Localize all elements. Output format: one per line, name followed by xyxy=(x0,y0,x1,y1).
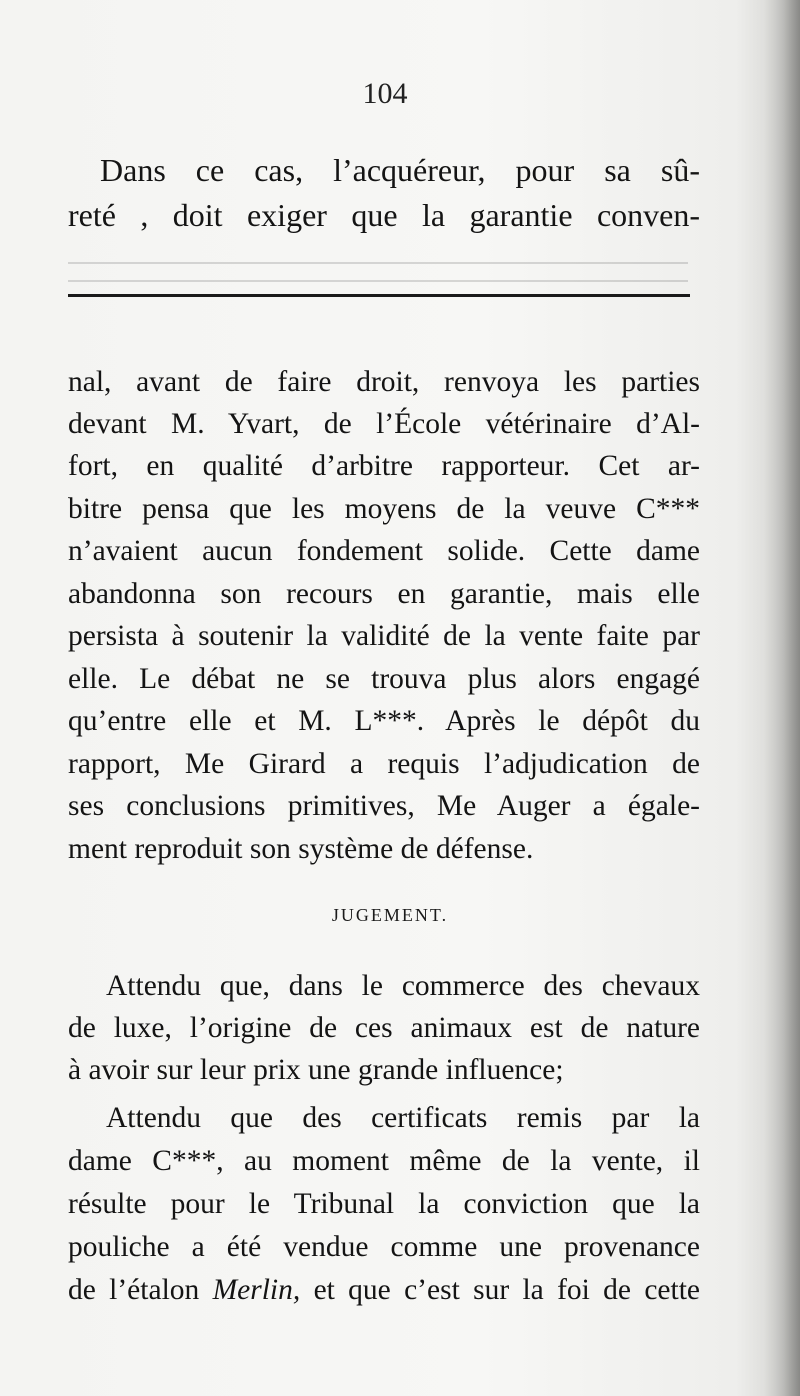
judgment-line-7: pouliche a été vendue comme une provenance xyxy=(68,1231,700,1263)
judgment-line-8 xyxy=(68,1270,700,1310)
footnote-line-6: abandonna son recours en garantie, mais elle xyxy=(68,578,700,610)
judgment-line-1: Attendu que, dans le commerce des chevaux xyxy=(106,970,700,1002)
footnote-line-3: fort, en qualité d’arbitre rapporteur. Cet ar- xyxy=(68,450,700,482)
footnote-line-9: qu’entre elle et M. L***. Après le dépôt du xyxy=(68,705,700,737)
footnote-line-5: n’avaient aucun fondement solide. Cette dame xyxy=(68,535,700,567)
judgment-line-8-end: et que c’est sur la foi de cette xyxy=(300,1274,700,1306)
footnote-line-4: bitre pensa que les moyens de la veuve C*** xyxy=(68,493,700,525)
judgment-line-2: de luxe, l’origine de ces animaux est de nature xyxy=(68,1012,700,1044)
page-edge-shadow xyxy=(764,0,800,1396)
section-heading: JUGEMENT. xyxy=(331,905,449,925)
footnote-line-8: elle. Le débat ne se trouva plus alors engagé xyxy=(68,663,700,695)
main-text-line-1: Dans ce cas, l’acquéreur, pour sa sû- xyxy=(100,152,700,188)
judgment-line-4: Attendu que des certificats remis par la xyxy=(106,1102,700,1134)
footnote-line-2: devant M. Yvart, de l’École vétérinaire d’Al- xyxy=(68,408,700,440)
show-through-line xyxy=(68,262,688,264)
footnote-line-7: persista à soutenir la validité de la vente faite par xyxy=(68,620,700,652)
main-text-line-2: reté , doit exiger que la garantie conven- xyxy=(68,197,700,233)
stallion-name: Merlin, xyxy=(212,1274,301,1306)
judgment-line-6: résulte pour le Tribunal la conviction que la xyxy=(68,1188,700,1220)
judgment-line-8-start: de l’étalon xyxy=(68,1274,213,1306)
page-number: 104 xyxy=(362,77,408,110)
judgment-line-5: dame C***, au moment même de la vente, il xyxy=(68,1145,700,1177)
judgment-line-3: à avoir sur leur prix une grande influence; xyxy=(68,1054,564,1086)
footnote-line-12: ment reproduit son système de défense. xyxy=(68,833,534,865)
footnote-line-11: ses conclusions primitives, Me Auger a égale- xyxy=(68,790,700,822)
footnote-line-10: rapport, Me Girard a requis l’adjudication de xyxy=(68,748,700,780)
footnote-line-1: nal, avant de faire droit, renvoya les parties xyxy=(68,366,700,398)
footnote-divider xyxy=(68,294,690,297)
show-through-line xyxy=(68,280,688,282)
